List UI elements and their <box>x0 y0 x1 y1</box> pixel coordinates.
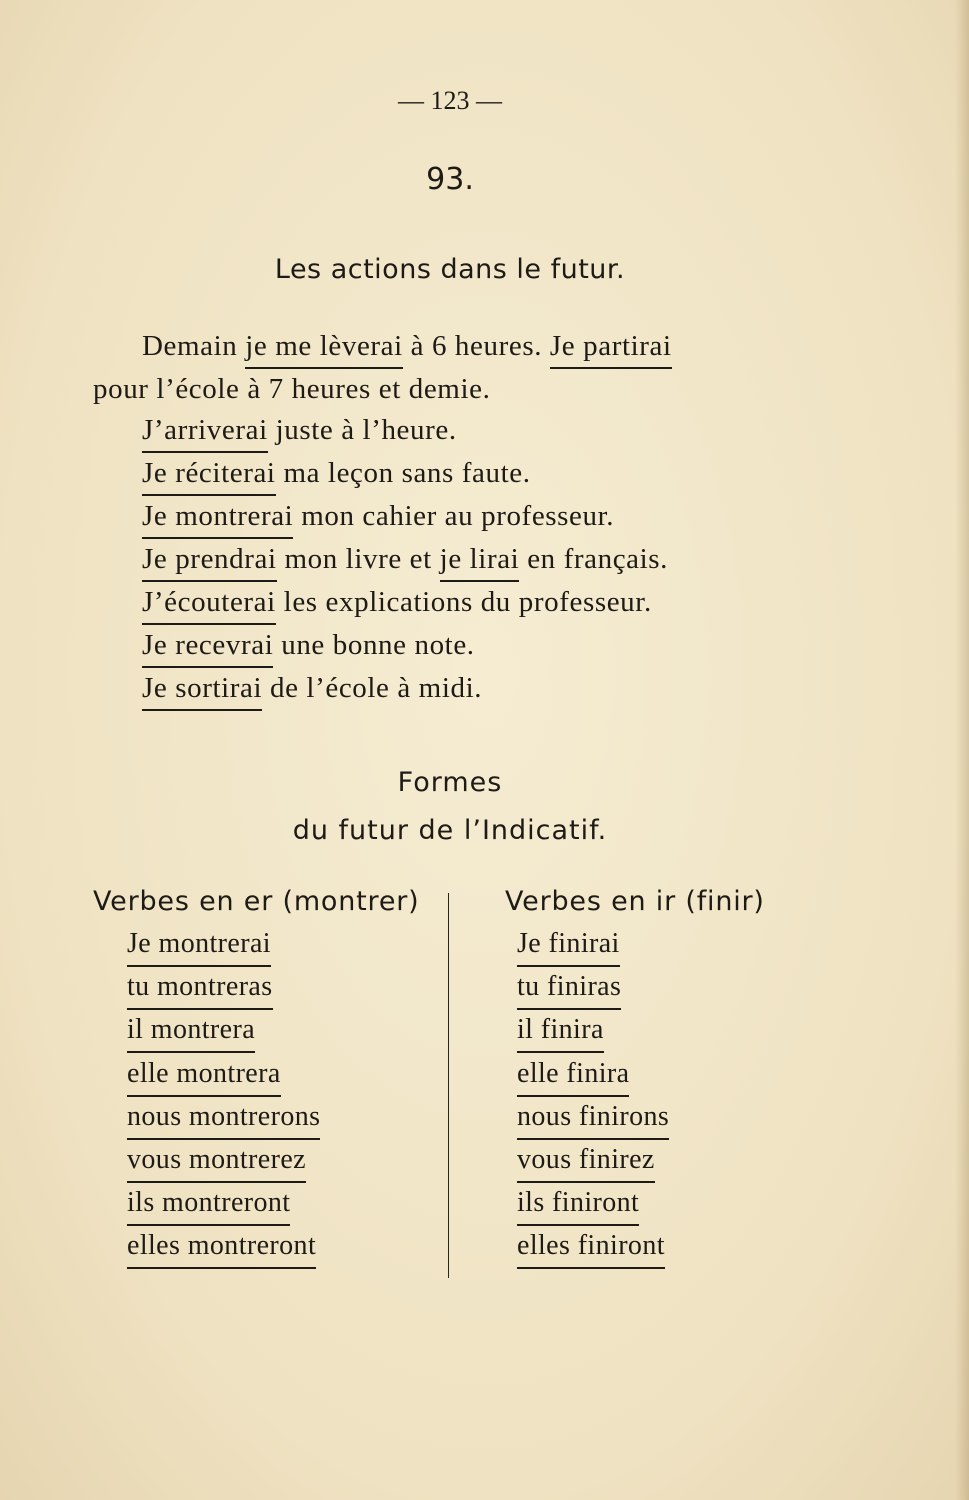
conjugation-form <box>517 1014 604 1053</box>
sentence-text: en français. <box>519 543 669 575</box>
left-column-heading: Verbes en er (montrer) <box>93 886 420 917</box>
paragraph-line <box>142 457 531 490</box>
conjugation-form <box>127 1014 255 1053</box>
conjugation-form <box>517 1101 669 1140</box>
conjugation-text: elles finiront <box>517 1230 665 1269</box>
conjugation-text: tu finiras <box>517 971 621 1010</box>
conjugation-text: nous finirons <box>517 1101 669 1140</box>
sentence-text: de l’école à midi. <box>262 672 483 704</box>
sentence-text: mon livre et <box>276 543 440 575</box>
paragraph-line <box>142 629 475 662</box>
page-number: — 123 — <box>398 86 502 115</box>
conjugation-form <box>517 1187 639 1226</box>
paragraph-line <box>142 672 482 705</box>
conjugation-form <box>517 1230 665 1269</box>
conjugation-text: il finira <box>517 1014 604 1053</box>
column-divider <box>448 893 449 1278</box>
conjugation-text: vous finirez <box>517 1144 655 1183</box>
sentence-text: les explications du professeur. <box>275 586 652 618</box>
forms-heading: Formes <box>397 767 503 798</box>
underlined-verb: Je prendrai <box>142 543 277 575</box>
conjugation-form <box>127 1101 320 1140</box>
underlined-verb: J’écouterai <box>142 586 276 618</box>
paragraph-line <box>142 414 457 447</box>
sentence-text: à 6 heures. <box>402 330 550 362</box>
underlined-verb: Je recevrai <box>142 629 274 661</box>
conjugation-form <box>127 1058 281 1097</box>
paragraph-line <box>93 373 490 406</box>
conjugation-form <box>127 971 273 1010</box>
conjugation-form <box>127 1230 316 1269</box>
conjugation-text: il montrera <box>127 1014 255 1053</box>
conjugation-form <box>517 1144 655 1183</box>
sentence-text: une bonne note. <box>273 629 475 661</box>
sentence-text: ma leçon sans faute. <box>275 457 531 489</box>
conjugation-text: Je finirai <box>517 928 620 967</box>
underlined-verb: je lirai <box>439 543 520 575</box>
sentence-text: mon cahier au professeur. <box>293 500 615 532</box>
lesson-title: Les actions dans le futur. <box>274 254 626 285</box>
underlined-verb: Je réciterai <box>142 457 276 489</box>
conjugation-text: tu montreras <box>127 971 273 1010</box>
underlined-verb: Je sortirai <box>142 672 263 704</box>
lesson-number: 93. <box>426 162 474 197</box>
underlined-verb: Je partirai <box>549 330 672 362</box>
conjugation-form <box>517 1058 629 1097</box>
conjugation-form <box>127 1187 290 1226</box>
underlined-verb: je me lèverai <box>245 330 403 362</box>
conjugation-form <box>517 971 621 1010</box>
page-edge-shadow <box>955 0 969 1500</box>
conjugation-text: vous montrerez <box>127 1144 306 1183</box>
conjugation-text: elle finira <box>517 1058 629 1097</box>
conjugation-text: ils montreront <box>127 1187 290 1226</box>
sentence-text: Demain <box>142 330 246 362</box>
paragraph-line <box>142 330 672 363</box>
sentence-text: pour l’école à 7 heures et demie. <box>93 373 491 405</box>
conjugation-text: Je montrerai <box>127 928 271 967</box>
conjugation-text: elle montrera <box>127 1058 281 1097</box>
conjugation-form <box>127 928 271 967</box>
paragraph-line <box>142 543 668 576</box>
conjugation-text: nous montrerons <box>127 1101 320 1140</box>
sentence-text: juste à l’heure. <box>267 414 457 446</box>
underlined-verb: Je montrerai <box>142 500 294 532</box>
underlined-verb: J’arriverai <box>142 414 268 446</box>
conjugation-text: ils finiront <box>517 1187 639 1226</box>
conjugation-form <box>127 1144 306 1183</box>
right-column-heading: Verbes en ir (finir) <box>505 886 765 917</box>
paragraph-line <box>142 586 652 619</box>
conjugation-form <box>517 928 620 967</box>
conjugation-text: elles montreront <box>127 1230 316 1269</box>
forms-subheading: du futur de l’Indicatif. <box>292 815 608 846</box>
paragraph-line <box>142 500 614 533</box>
